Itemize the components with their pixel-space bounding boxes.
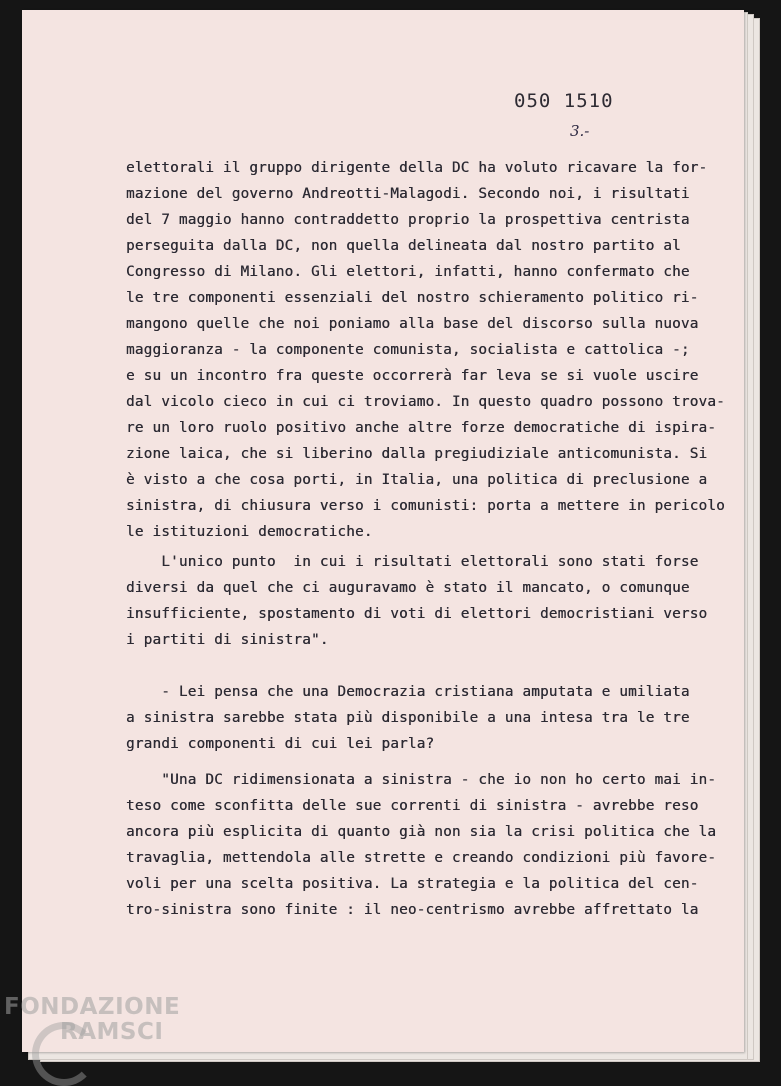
text-line: "Una DC ridimensionata a sinistra - che io non ho certo mai in-: [126, 772, 717, 788]
text-line: è visto a che cosa porti, in Italia, una politica di preclusione a: [126, 472, 708, 488]
text-line: insufficiente, spostamento di voti di elettori democristiani verso: [126, 606, 708, 622]
typewritten-page: [22, 10, 744, 1052]
text-line: ancora più esplicita di quanto già non sia la crisi politica che la: [126, 824, 717, 840]
archive-number: 050 1510: [514, 90, 614, 112]
text-line: zione laica, che si liberino dalla pregiudiziale anticomunista. Si: [126, 446, 708, 462]
text-line: elettorali il gruppo dirigente della DC ha voluto ricavare la for-: [126, 160, 708, 176]
text-line: tro-sinistra sono finite : il neo-centrismo avrebbe affrettato la: [126, 902, 699, 918]
text-line: mangono quelle che noi poniamo alla base del discorso sulla nuova: [126, 316, 699, 332]
watermark-line2: RAMSCI: [60, 1019, 164, 1045]
text-line: diversi da quel che ci auguravamo è stato il mancato, o comunque: [126, 580, 690, 596]
text-line: sinistra, di chiusura verso i comunisti: porta a mettere in pericolo: [126, 498, 725, 514]
text-line: le istituzioni democratiche.: [126, 524, 373, 540]
text-line: e su un incontro fra queste occorrerà far leva se si vuole uscire: [126, 368, 699, 384]
text-line: dal vicolo cieco in cui ci troviamo. In questo quadro possono trova-: [126, 394, 725, 410]
text-line: grandi componenti di cui lei parla?: [126, 736, 435, 752]
text-line: maggioranza - la componente comunista, socialista e cattolica -;: [126, 342, 690, 358]
page-number: 3.-: [570, 122, 590, 140]
watermark: [4, 996, 180, 1044]
text-line: i partiti di sinistra".: [126, 632, 329, 648]
text-line: Congresso di Milano. Gli elettori, infatti, hanno confermato che: [126, 264, 690, 280]
text-line: perseguita dalla DC, non quella delineata dal nostro partito al: [126, 238, 681, 254]
watermark-line1: FONDAZIONE: [4, 994, 181, 1020]
text-line: le tre componenti essenziali del nostro schieramento politico ri-: [126, 290, 699, 306]
text-line: voli per una scelta positiva. La strategia e la politica del cen-: [126, 876, 699, 892]
text-line: travaglia, mettendola alle strette e creando condizioni più favore-: [126, 850, 717, 866]
text-line: L'unico punto in cui i risultati elettorali sono stati forse: [126, 554, 699, 570]
text-line: del 7 maggio hanno contraddetto proprio la prospettiva centrista: [126, 212, 690, 228]
text-line: a sinistra sarebbe stata più disponibile a una intesa tra le tre: [126, 710, 690, 726]
text-line: - Lei pensa che una Democrazia cristiana amputata e umiliata: [126, 684, 690, 700]
text-line: re un loro ruolo positivo anche altre forze democratiche di ispira-: [126, 420, 717, 436]
text-line: teso come sconfitta delle sue correnti di sinistra - avrebbe reso: [126, 798, 699, 814]
text-line: mazione del governo Andreotti-Malagodi. Secondo noi, i risultati: [126, 186, 690, 202]
